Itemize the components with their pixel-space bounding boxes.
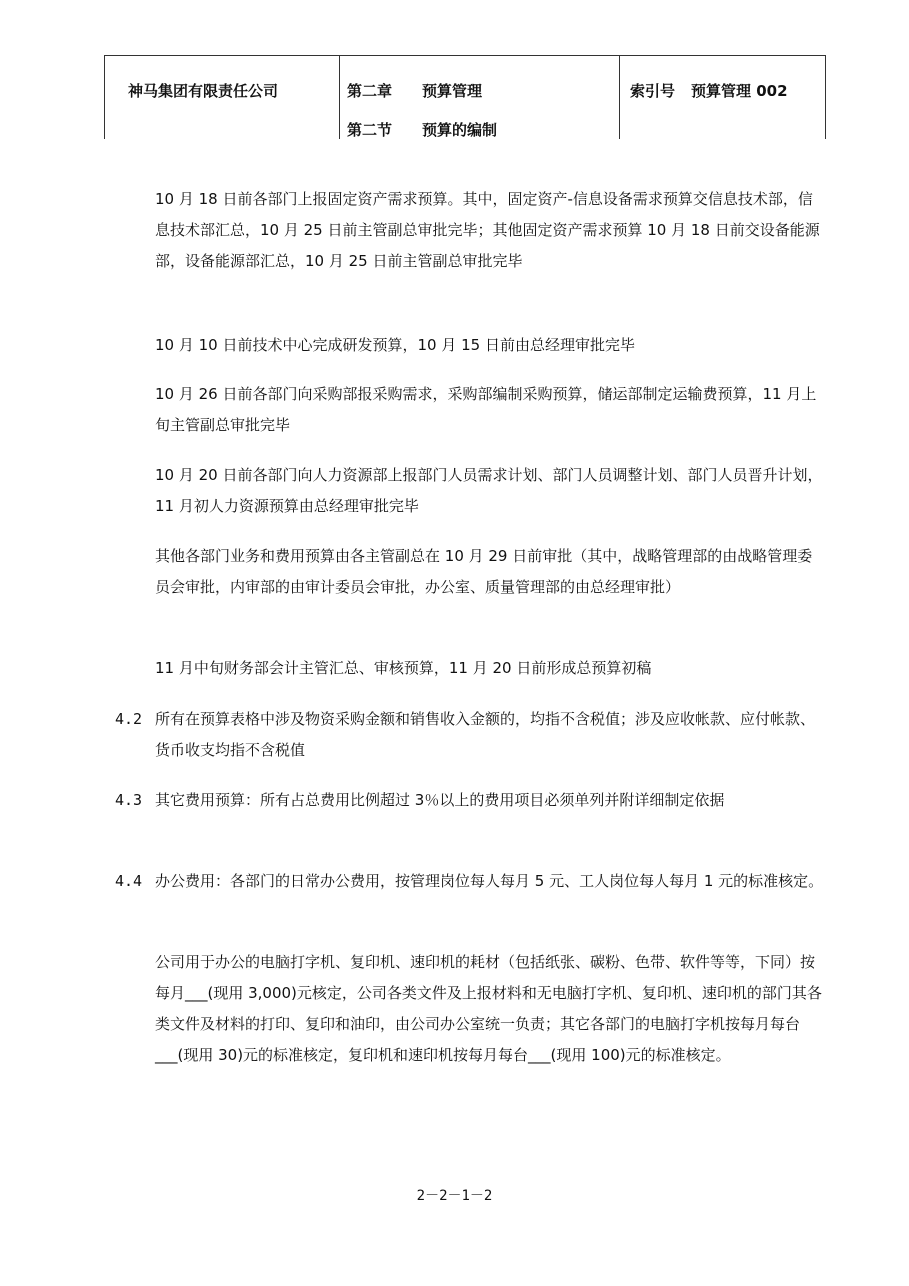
chapter-title: 第二章 预算管理 [347,82,483,100]
paragraph-purchase-budget: 10 月 26 日前各部门向采购部报采购需求，采购部编制采购预算，储运部制定运输费预算，11 月上旬主管副总审批完毕 [155,385,817,434]
header-chapter-cell [340,56,620,139]
header-index-cell [620,56,825,139]
paragraph-fixed-assets: 10 月 18 日前各部门上报固定资产需求预算。其中，固定资产-信息设备需求预算交信息技术部，信息技术部汇总，10 月 25 日前主管副总审批完毕；其他固定资产需求预算 10 月 18 日前交设备能源部，设备能源部汇总，10 月 25 日前主管副总审批完毕 [155,190,820,270]
document-header [104,55,826,139]
section-title: 第二节 预算的编制 [347,121,498,139]
paragraph-finance-summary: 11 月中旬财务部会计主管汇总、审核预算，11 月 20 日前形成总预算初稿 [155,659,652,677]
item-text: 办公费用：各部门的日常办公费用，按管理岗位每人每月 5 元、工人岗位每人每月 1 元的标准核定。 [155,872,824,890]
paragraph-rd-budget: 10 月 10 日前技术中心完成研发预算，10 月 15 日前由总经理审批完毕 [155,336,635,354]
item-number: 4.4 [115,872,143,890]
item-number: 4.3 [115,791,143,809]
paragraph-department-budget: 其他各部门业务和费用预算由各主管副总在 10 月 29 日前审批（其中，战略管理部的由战略管理委员会审批，内审部的由审计委员会审批，办公室、质量管理部的由总经理审批） [155,547,813,596]
header-company-cell [105,56,340,139]
company-name: 神马集团有限责任公司 [128,82,279,100]
index-value: 预算管理 002 [691,82,788,100]
item-text: 其它费用预算：所有占总费用比例超过 3％以上的费用项目必须单列并附详细制定依据 [155,791,725,809]
item-number: 4.2 [115,710,143,728]
item-text: 所有在预算表格中涉及物资采购金额和销售收入金额的，均指不含税值；涉及应收帐款、应付帐款、货币收支均指不含税值 [155,710,816,759]
index-label: 索引号 [630,82,676,100]
page-number: 2－2－1－2 [416,1188,493,1204]
paragraph-office-consumables: 公司用于办公的电脑打字机、复印机、速印机的耗材（包括纸张、碳粉、色带、软件等等，下同）按每月___(现用 3,000)元核定，公司各类文件及上报材料和无电脑打字机、复印机、速印机的部门其各类文件及材料的打印、复印和油印，由公司办公室统一负责；其它各部门的电脑打字机按每月每台___(现用 30)元的标准核定，复印机和速印机按每月每台___(现用 100)元的标准核定。 [155,953,822,1064]
paragraph-hr-budget: 10 月 20 日前各部门向人力资源部上报部门人员需求计划、部门人员调整计划、部门人员晋升计划，11 月初人力资源预算由总经理审批完毕 [155,466,823,515]
